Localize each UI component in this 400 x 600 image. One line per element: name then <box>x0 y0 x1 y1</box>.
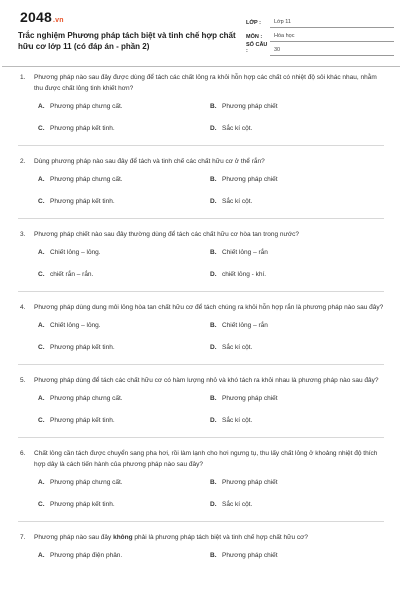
option-text: Sắc kí cột. <box>222 125 253 132</box>
option-letter: C. <box>38 198 45 205</box>
option-text: Phương pháp chiết <box>222 479 278 486</box>
answer-options <box>38 393 384 437</box>
answer-option[interactable] <box>210 123 382 145</box>
question-stem <box>20 72 384 94</box>
answer-option[interactable] <box>38 477 210 499</box>
option-letter: B. <box>210 552 217 559</box>
question-list <box>20 72 384 572</box>
meta-label: MÔN : <box>246 34 263 40</box>
answer-option[interactable] <box>38 415 210 437</box>
meta-row-subject <box>246 28 394 42</box>
answer-option[interactable] <box>210 247 382 269</box>
option-letter: B. <box>210 479 217 486</box>
meta-row-grade <box>246 14 394 28</box>
answer-option[interactable] <box>38 123 210 145</box>
question-number: 2. <box>20 158 26 165</box>
question-emphasis: không <box>113 534 133 541</box>
question-stem <box>20 229 384 240</box>
worksheet-header <box>18 0 384 62</box>
option-text: Phương pháp chiết <box>222 395 278 402</box>
question-number: 4. <box>20 304 26 311</box>
option-letter: B. <box>210 395 217 402</box>
question-stem <box>20 302 384 313</box>
meta-value: 30 <box>270 47 394 56</box>
question-number: 7. <box>20 534 26 541</box>
option-letter: A. <box>38 479 45 486</box>
option-text: Chiết lỏng – rắn <box>222 322 268 329</box>
option-text: Sắc kí cột. <box>222 501 253 508</box>
option-text: Sắc kí cột. <box>222 198 253 205</box>
question-stem <box>20 156 384 167</box>
answer-option[interactable] <box>38 393 210 415</box>
answer-option[interactable] <box>38 174 210 196</box>
logo-text: 2048 <box>20 9 52 25</box>
option-letter: A. <box>38 395 45 402</box>
question-text-part: Phương pháp nào sau đây <box>34 534 114 541</box>
answer-option[interactable] <box>38 269 210 291</box>
option-letter: B. <box>210 103 217 110</box>
option-letter: C. <box>38 344 45 351</box>
answer-options <box>38 247 384 291</box>
question-separator <box>18 291 384 292</box>
option-text: Phương pháp kết tinh. <box>50 417 115 424</box>
answer-option[interactable] <box>210 269 382 291</box>
option-letter: A. <box>38 249 45 256</box>
option-text: Sắc kí cột. <box>222 417 253 424</box>
question-text-part: phải là phương pháp tách biệt và tinh chế hợp chất hữu cơ? <box>132 534 309 541</box>
option-text: Phương pháp kết tinh. <box>50 501 115 508</box>
option-letter: D. <box>210 198 217 205</box>
question-text: Chất lỏng cần tách được chuyển sang pha hơi, rồi làm lạnh cho hơi ngưng tụ, thu lấy chất lỏng ở khoảng nhiệt độ thích hợp dây là cách tiến hành của phương pháp nào sau đây? <box>34 450 378 468</box>
question-item <box>20 229 384 292</box>
answer-options <box>38 174 384 218</box>
answer-options <box>38 550 384 572</box>
option-letter: B. <box>210 322 217 329</box>
option-text: Chiết lỏng – rắn <box>222 249 268 256</box>
option-text: Sắc kí cột. <box>222 344 253 351</box>
option-letter: C. <box>38 417 45 424</box>
question-item <box>20 72 384 146</box>
answer-option[interactable] <box>38 342 210 364</box>
answer-option[interactable] <box>210 101 382 123</box>
answer-option[interactable] <box>38 247 210 269</box>
question-separator <box>18 218 384 219</box>
answer-option[interactable] <box>210 320 382 342</box>
worksheet-title: Trắc nghiệm Phương pháp tách biệt và tinh chế hợp chất hữu cơ lớp 11 (có đáp án - phần 2) <box>18 31 236 51</box>
option-text: chiết lỏng - khí. <box>222 271 267 278</box>
question-number: 6. <box>20 450 26 457</box>
meta-label: LỚP : <box>246 20 261 26</box>
question-stem <box>20 375 384 386</box>
option-text: Phương pháp chiết <box>222 176 278 183</box>
option-text: Phương pháp chưng cất. <box>50 479 123 486</box>
answer-option[interactable] <box>210 174 382 196</box>
answer-options <box>38 101 384 145</box>
question-text: Phương pháp dùng dung môi lỏng hòa tan chất hữu cơ để tách chúng ra khỏi hỗn hợp rắn là phương pháp nào sau đây? <box>34 304 384 311</box>
option-letter: B. <box>210 249 217 256</box>
option-letter: A. <box>38 552 45 559</box>
question-separator <box>18 364 384 365</box>
answer-option[interactable] <box>38 499 210 521</box>
question-item <box>20 532 384 572</box>
question-text: Dùng phương pháp nào sau đây để tách và tinh chế các chất hữu cơ ở thể rắn? <box>34 158 265 165</box>
question-text: Phương pháp dùng để tách các chất hữu cơ có hàm lượng nhỏ và khó tách ra khỏi nhau là phương pháp nào sau đây? <box>34 377 379 384</box>
meta-box <box>246 14 394 56</box>
meta-value: Hóa học <box>270 33 394 42</box>
question-number: 1. <box>20 74 26 81</box>
option-letter: C. <box>38 271 45 278</box>
option-text: Phương pháp chiết <box>222 552 278 559</box>
option-text: Phương pháp chiết <box>222 103 278 110</box>
option-text: Phương pháp kết tinh. <box>50 344 115 351</box>
option-letter: B. <box>210 176 217 183</box>
option-text: Phương pháp chưng cất. <box>50 176 123 183</box>
header-divider <box>2 66 400 67</box>
answer-option[interactable] <box>210 342 382 364</box>
option-letter: D. <box>210 344 217 351</box>
option-letter: A. <box>38 176 45 183</box>
option-letter: C. <box>38 501 45 508</box>
option-letter: D. <box>210 417 217 424</box>
answer-option[interactable] <box>210 499 382 521</box>
answer-option[interactable] <box>210 550 382 572</box>
answer-option[interactable] <box>210 196 382 218</box>
answer-option[interactable] <box>210 415 382 437</box>
site-logo[interactable] <box>20 9 64 25</box>
option-letter: D. <box>210 125 217 132</box>
answer-option[interactable] <box>210 477 382 499</box>
question-text <box>34 532 308 543</box>
option-text: Phương pháp kết tinh. <box>50 125 115 132</box>
option-letter: A. <box>38 322 45 329</box>
question-item <box>20 375 384 438</box>
meta-label: SỐ CÂU : <box>246 42 268 54</box>
question-separator <box>18 437 384 438</box>
question-item <box>20 448 384 522</box>
question-text: Phương pháp nào sau đây được dùng để tách các chất lỏng ra khỏi hỗn hợp các chất có nhiệt độ sôi khác nhau, nhằm thu được chất lỏng tinh khiết hơn? <box>34 74 377 92</box>
option-text: Chiết lỏng – lỏng. <box>50 322 101 329</box>
answer-option[interactable] <box>210 393 382 415</box>
question-number: 3. <box>20 231 26 238</box>
answer-option[interactable] <box>38 550 210 572</box>
answer-options <box>38 477 384 521</box>
option-letter: D. <box>210 271 217 278</box>
answer-options <box>38 320 384 364</box>
option-text: Phương pháp kết tinh. <box>50 198 115 205</box>
question-text: Phương pháp chiết nào sau đây thường dùng để tách các chất hữu cơ hòa tan trong nước? <box>34 231 300 238</box>
question-item <box>20 302 384 365</box>
question-separator <box>18 145 384 146</box>
meta-row-count <box>246 42 394 56</box>
answer-option[interactable] <box>38 101 210 123</box>
question-stem <box>20 532 384 543</box>
option-text: chiết rắn – rắn. <box>50 271 94 278</box>
question-item <box>20 156 384 219</box>
option-letter: D. <box>210 501 217 508</box>
question-separator <box>18 521 384 522</box>
question-stem <box>20 448 384 470</box>
option-text: Phương pháp chưng cất. <box>50 103 123 110</box>
option-letter: C. <box>38 125 45 132</box>
option-text: Phương pháp chưng cất. <box>50 395 123 402</box>
answer-option[interactable] <box>38 320 210 342</box>
option-letter: A. <box>38 103 45 110</box>
logo-suffix: .vn <box>52 17 64 24</box>
option-text: Phương pháp điện phân. <box>50 552 123 559</box>
answer-option[interactable] <box>38 196 210 218</box>
option-text: Chiết lỏng – lỏng. <box>50 249 101 256</box>
meta-value: Lớp 11 <box>270 19 394 28</box>
question-number: 5. <box>20 377 26 384</box>
